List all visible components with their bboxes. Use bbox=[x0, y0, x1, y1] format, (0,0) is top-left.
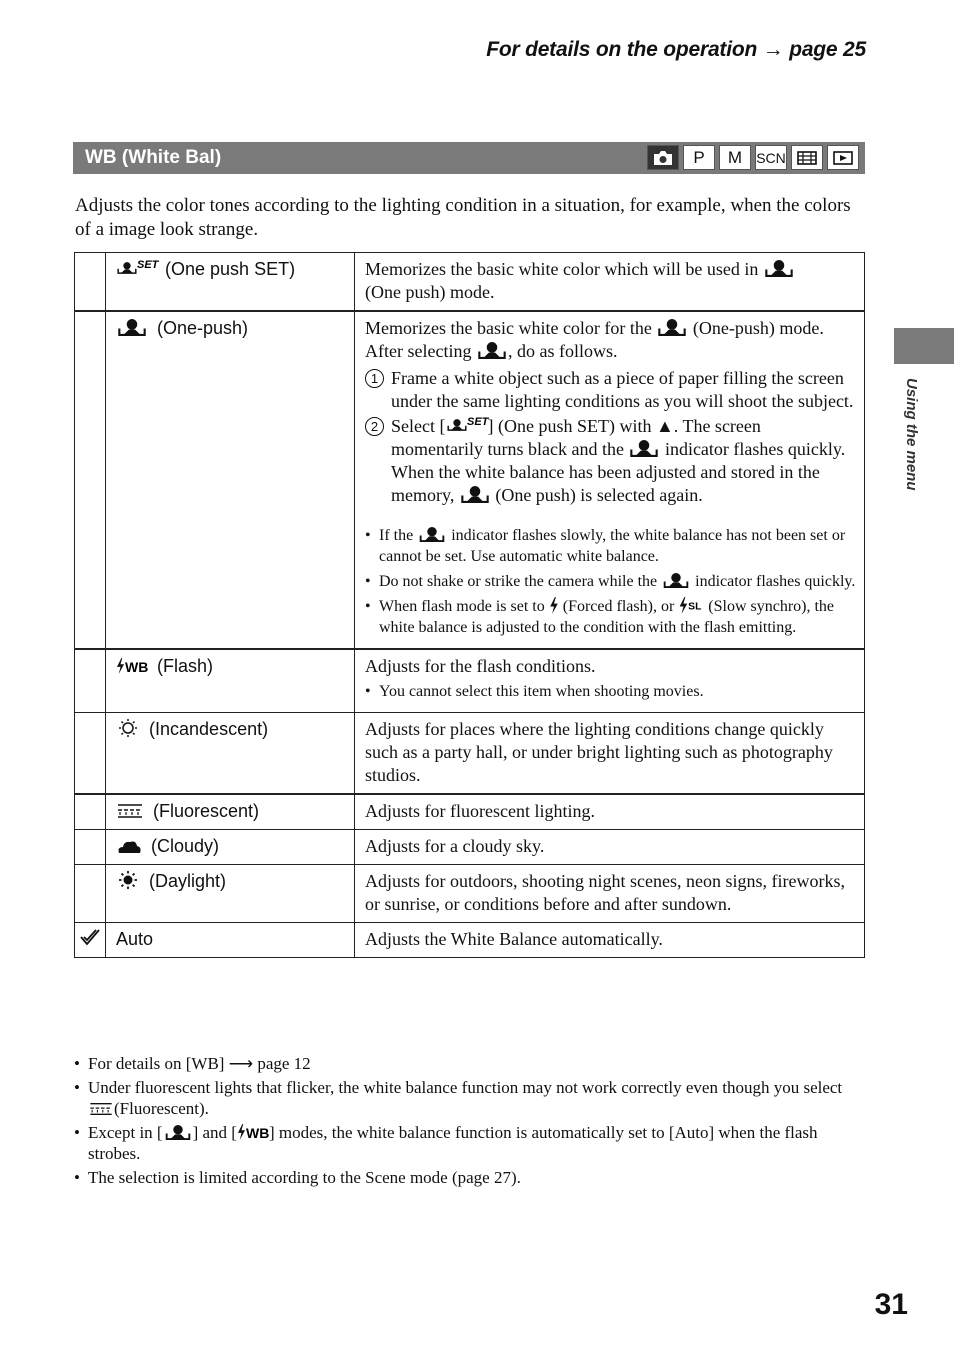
one-push-icon bbox=[417, 526, 447, 543]
svg-text:SET: SET bbox=[137, 259, 159, 271]
playback-icon bbox=[827, 145, 859, 170]
row-name: (Flash) bbox=[157, 656, 214, 676]
cloudy-icon bbox=[116, 837, 142, 855]
scn-mode-icon: SCN bbox=[755, 145, 787, 170]
intro-text: Adjusts the color tones according to the lighting condition in a situation, for example, when the colors of a image look strange. bbox=[75, 195, 851, 240]
flash-wb-icon bbox=[237, 1123, 269, 1141]
list-item: • When flash mode is set to (Forced flash), or SL (Slow synchro), the white balance is adjusted to the condition with the flash emitting. bbox=[365, 596, 856, 638]
flash-icon bbox=[549, 597, 559, 614]
footnotes bbox=[74, 1053, 864, 1191]
svg-text:WB: WB bbox=[125, 659, 149, 675]
p-mode-icon: P bbox=[683, 145, 715, 170]
table-row: (Daylight) Adjusts for outdoors, shooting night scenes, neon signs, fireworks, or sunrise, or conditions before and after sundown. bbox=[75, 865, 865, 923]
incandescent-icon bbox=[116, 718, 140, 738]
mode-icons bbox=[647, 145, 859, 170]
table-row: (Cloudy) Adjusts for a cloudy sky. bbox=[75, 830, 865, 865]
camera-icon bbox=[647, 145, 679, 170]
page-reference: For details on the operation → page 25 bbox=[486, 38, 866, 61]
table-row: (Fluorescent) Adjusts for fluorescent lighting. bbox=[75, 794, 865, 830]
sidebar-label: Using the menu bbox=[903, 378, 920, 491]
table-row: SET (One push SET) Memorizes the basic white color which will be used in (One push) mode. bbox=[75, 253, 865, 312]
one-push-icon bbox=[628, 439, 660, 458]
notes-list bbox=[365, 681, 856, 702]
movie-icon bbox=[791, 145, 823, 170]
table-row: (One-push) Memorizes the basic white color for the (One-push) mode. After selecting , do as follows. 1 Frame a white object such as a piece of paper filling the screen under the same lighting conditions as you will shoot the subject. 2 Select [ SET ] (One push SET) with ▲. The screen momentarily turns black and the indicator flashes quickly. When the white balance has been adjusted and stored in the memory, (One push) is selected again. • If the indicator flashes slowly, the white balance has not been set or cannot be set. Use automatic white balance. • Do not shake or strike the camera while the indicator flashes quickly. • When flash mode is set to (Forced flash), or SL (Slow synchro), the white balance is adjusted to the condition with the flash emitting. bbox=[75, 311, 865, 649]
fluorescent-icon bbox=[88, 1101, 114, 1117]
table-row: WB (Flash) Adjusts for the flash conditions. • You cannot select this item when shooting movies. bbox=[75, 649, 865, 713]
row-name: (Incandescent) bbox=[149, 719, 269, 739]
daylight-icon bbox=[116, 870, 140, 890]
page-number: 31 bbox=[874, 1288, 908, 1321]
slow-synchro-icon bbox=[678, 597, 704, 614]
list-item: • For details on [WB] ⟶ page 12 bbox=[74, 1053, 864, 1074]
list-item: 2 Select [ SET ] (One push SET) with ▲. The screen momentarily turns black and the indicator flashes quickly. When the white balance has been adjusted and stored in the memory, (One push) is selected again. bbox=[365, 415, 856, 507]
row-name: (Cloudy) bbox=[151, 836, 220, 856]
list-item: • Except in [ ] and [ WB ] modes, the white balance function is automatically set to [Auto] when the flash strobes. bbox=[74, 1122, 864, 1164]
one-push-set-icon bbox=[445, 415, 487, 435]
one-push-icon bbox=[116, 318, 148, 337]
list-item: • If the indicator flashes slowly, the white balance has not been set or cannot be set. Use automatic white balance. bbox=[365, 525, 856, 567]
list-item: • You cannot select this item when shooting movies. bbox=[365, 681, 856, 702]
one-push-icon bbox=[476, 341, 508, 360]
list-item: • The selection is limited according to the Scene mode (page 27). bbox=[74, 1167, 864, 1188]
one-push-icon bbox=[163, 1124, 193, 1141]
one-push-icon bbox=[763, 259, 795, 278]
one-push-set-icon bbox=[116, 258, 159, 278]
list-item: • Under fluorescent lights that flicker, the white balance function may not work correctly even though you select (Fluorescent). bbox=[74, 1077, 864, 1119]
steps-list bbox=[365, 367, 856, 507]
flash-wb-icon bbox=[116, 657, 148, 675]
table-row: (Incandescent) Adjusts for places where the lighting conditions change quickly such as a party hall, or under bright lighting such as photography studios. bbox=[75, 713, 865, 795]
section-tab-marker bbox=[894, 328, 954, 364]
notes-list bbox=[365, 525, 856, 638]
svg-text:WB: WB bbox=[245, 1125, 270, 1141]
section-header-bar bbox=[73, 142, 865, 174]
m-mode-icon: M bbox=[719, 145, 751, 170]
checkmark-icon bbox=[79, 927, 101, 947]
section-title: WB (White Bal) bbox=[85, 147, 222, 168]
fluorescent-icon bbox=[116, 802, 144, 820]
white-balance-table bbox=[74, 252, 865, 958]
table-row: Auto Adjusts the White Balance automatically. bbox=[75, 923, 865, 958]
svg-text:SL: SL bbox=[688, 601, 702, 613]
row-name: (One-push) bbox=[157, 318, 249, 338]
svg-text:SET: SET bbox=[467, 416, 489, 428]
list-item: 1 Frame a white object such as a piece of paper filling the screen under the same lighting conditions as you will shoot the subject. bbox=[365, 367, 856, 413]
row-name: (Daylight) bbox=[149, 871, 227, 891]
row-name: (One push SET) bbox=[165, 259, 296, 279]
one-push-icon bbox=[656, 318, 688, 337]
list-item: • Do not shake or strike the camera while the indicator flashes quickly. bbox=[365, 571, 856, 592]
one-push-icon bbox=[661, 572, 691, 589]
row-name: (Fluorescent) bbox=[153, 801, 260, 821]
row-name: Auto bbox=[116, 929, 154, 949]
one-push-icon bbox=[459, 485, 491, 504]
